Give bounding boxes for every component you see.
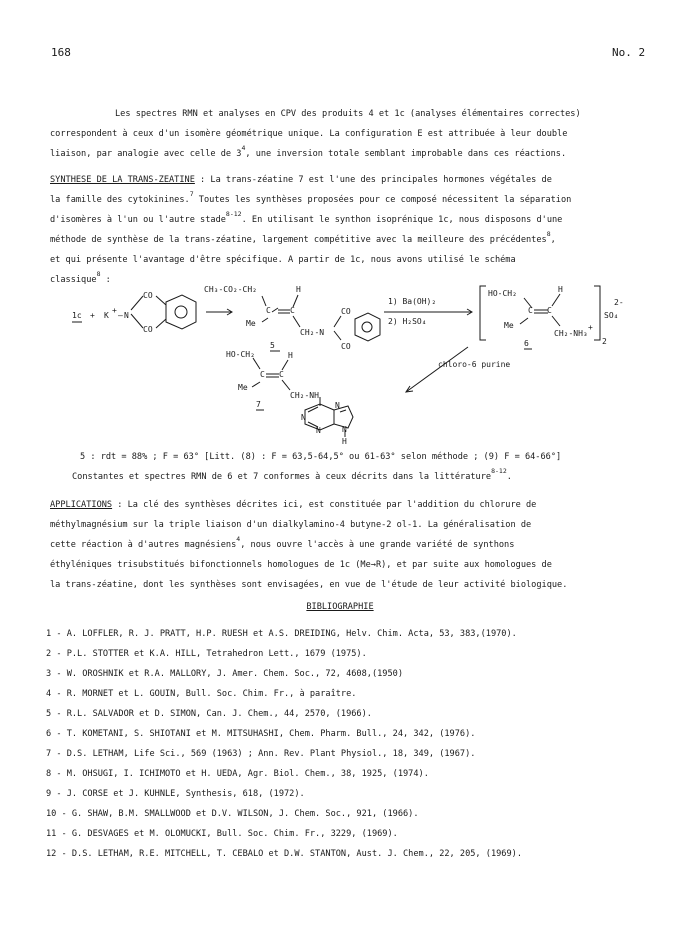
- double-bond: [340, 410, 346, 412]
- reference-item: 4 - R. MORNET et L. GOUIN, Bull. Soc. Chim. Fr., à paraître.: [46, 689, 357, 699]
- bond: [272, 308, 278, 312]
- reference-item: 2 - P.L. STOTTER et K.A. HILL, Tetrahedron Lett., 1679 (1975).: [46, 649, 367, 659]
- purine-nitrogen: N: [335, 401, 340, 410]
- aromatic-circle: [175, 306, 187, 318]
- methylene-nh: CH₂-NH: [290, 391, 319, 400]
- carbon: C: [266, 306, 271, 315]
- purine-hydrogen: H: [342, 437, 347, 446]
- purine-nitrogen: N: [301, 413, 306, 422]
- bracket-right: [594, 286, 600, 340]
- benzene-ring: [166, 295, 196, 329]
- superscript-plus: +: [588, 323, 593, 332]
- bond: [156, 319, 166, 328]
- hydroxymethyl: HO-CH₂: [488, 289, 517, 298]
- synthese-line-5: et qui présente l'avantage d'être spécifique. A partir de 1c, nous avons utilisé le schéma: [50, 255, 516, 265]
- nitrogen: N: [124, 311, 129, 320]
- bond: [262, 318, 268, 322]
- superscript: 8: [96, 270, 101, 278]
- paragraph-1-line-1: Les spectres RMN et analyses en CPV des produits 4 et 1c (analyses élémentaires correctes): [115, 109, 581, 119]
- text-run: Constantes et spectres RMN de 6 et 7 conformes à ceux décrits dans la littérature: [72, 472, 492, 482]
- reaction-scheme: [0, 0, 680, 450]
- carbon: C: [528, 306, 533, 315]
- applications-line-4: éthyléniques trisubstitués bifonctionnels homologues de 1c (Me→R), et par suite aux homologues de: [50, 560, 552, 570]
- methyl: Me: [504, 321, 514, 330]
- benzene-ring: [355, 313, 380, 341]
- applications-line-5: la trans-zéatine, dont les synthèses sont envisagées, en vue de l'étude de leur activité biologique.: [50, 580, 568, 590]
- reference-item: 8 - M. OHSUGI, I. ICHIMOTO et H. UEDA, Agr. Biol. Chem., 38, 1925, (1974).: [46, 769, 429, 779]
- bibliography-title: BIBLIOGRAPHIE: [306, 602, 374, 612]
- plus-sign: +: [90, 311, 95, 320]
- reference-item: 9 - J. CORSE et J. KUHNLE, Synthesis, 618, (1972).: [46, 789, 305, 799]
- section-heading-applications: APPLICATIONS: [50, 500, 113, 510]
- text-run: classique: [50, 275, 97, 285]
- carbonyl: CO: [341, 342, 351, 351]
- compound-label-1c: 1c: [72, 311, 82, 320]
- carbon: C: [547, 306, 552, 315]
- bibliography-title-wrap: [0, 603, 680, 613]
- bond: [334, 331, 341, 340]
- bond: [334, 316, 341, 327]
- bracket-left: [480, 286, 486, 340]
- minus: –: [118, 311, 123, 320]
- text-run: : La trans-zéatine 7 est l'une des principales hormones végétales de: [194, 175, 552, 185]
- compound-label-5: 5: [270, 341, 275, 350]
- text-run: la famille des cytokinines.: [50, 195, 190, 205]
- superscript-plus: +: [112, 306, 117, 315]
- reference-item: 5 - R.L. SALVADOR et D. SIMON, Can. J. Chem., 44, 2570, (1966).: [46, 709, 372, 719]
- text-run: Toutes les synthèses proposées pour ce composé nécessitent la séparation: [193, 195, 572, 205]
- paragraph-1-line-2: correspondent à ceux d'un isomère géométrique unique. La configuration E est attribuée à leur double: [50, 129, 568, 139]
- reference-item: 3 - W. OROSHNIK et R.A. MALLORY, J. Amer. Chem. Soc., 72, 4608,(1950): [46, 669, 403, 679]
- bond: [293, 316, 300, 327]
- text-run: :: [100, 275, 111, 285]
- reference-item: 11 - G. DESVAGES et M. OLOMUCKI, Bull. Soc. Chim. Fr., 3229, (1969).: [46, 829, 398, 839]
- text-run: : La clé des synthèses décrites ici, est constituée par l'addition du chlorure de: [112, 500, 537, 510]
- potassium: K: [104, 311, 109, 320]
- bond: [552, 294, 560, 306]
- bond: [131, 314, 143, 328]
- applications-line-3: [50, 535, 515, 551]
- bond: [156, 296, 166, 305]
- aromatic-circle: [362, 322, 372, 332]
- superscript: 8: [546, 230, 551, 238]
- superscript: 4: [241, 144, 246, 152]
- hydrogen: H: [296, 285, 301, 294]
- carbon: C: [290, 306, 295, 315]
- reagent-step-1: 1) Ba(OH)₂: [388, 297, 437, 306]
- applications-line-1: [50, 501, 536, 511]
- text-run: méthode de synthèse de la trans-zéatine, largement compétitive avec la meilleure des précédentes: [50, 235, 547, 245]
- text-run: , nous ouvre l'accès à une grande variété de synthons: [240, 540, 515, 550]
- purine-nitrogen: N: [342, 425, 347, 434]
- reaction-arrow: [406, 347, 468, 392]
- methyl: Me: [238, 383, 248, 392]
- reference-item: 6 - T. KOMETANI, S. SHIOTANI et M. MITSUHASHI, Chem. Pharm. Bull., 24, 342, (1976).: [46, 729, 476, 739]
- text-run: . En utilisant le synthon isoprénique 1c, nous disposons d'une: [241, 215, 563, 225]
- bond: [252, 382, 260, 387]
- reference-item: 12 - D.S. LETHAM, R.E. MITCHELL, T. CEBALO et D.W. STANTON, Aust. J. Chem., 22, 205, (1969).: [46, 849, 522, 859]
- results-line-1: 5 : rdt = 88% ; F = 63° [Litt. (8) : F = 63,5-64,5° ou 61-63° selon méthode ; (9) F = 64-66°]: [80, 452, 562, 462]
- text-run: cette réaction à d'autres magnésiens: [50, 540, 237, 550]
- bond: [282, 380, 290, 390]
- superscript: 8-12: [225, 210, 242, 218]
- bond: [520, 318, 528, 324]
- page-number: 168: [51, 46, 71, 59]
- hydrogen: H: [558, 285, 563, 294]
- subscript-2: 2: [602, 337, 607, 346]
- reference-item: 7 - D.S. LETHAM, Life Sci., 569 (1963) ; Ann. Rev. Plant Physiol., 18, 349, (1967).: [46, 749, 476, 759]
- section-heading-synthese: SYNTHESE DE LA TRANS-ZEATINE: [50, 175, 195, 185]
- carbonyl: CO: [341, 307, 351, 316]
- text-run: , une inversion totale semblant improbable dans ces réactions.: [245, 149, 567, 159]
- carbonyl: CO: [143, 325, 153, 334]
- hydroxymethyl: HO-CH₂: [226, 350, 255, 359]
- results-line-2: [72, 467, 512, 483]
- compound-label-6: 6: [524, 339, 529, 348]
- reference-item: 10 - G. SHAW, B.M. SMALLWOOD et D.V. WILSON, J. Chem. Soc., 921, (1966).: [46, 809, 419, 819]
- hydrogen: H: [288, 351, 293, 360]
- reagent-step-2: 2) H₂SO₄: [388, 317, 427, 326]
- bond: [552, 316, 560, 326]
- carbon: C: [260, 370, 265, 379]
- text-run: ,: [550, 235, 556, 245]
- issue-number: No. 2: [612, 46, 646, 59]
- carbonyl: CO: [143, 291, 153, 300]
- applications-line-2: méthylmagnésium sur la triple liaison d'un dialkylamino-4 butyne-2 ol-1. La généralisation de: [50, 520, 532, 530]
- bond: [262, 296, 266, 306]
- text-run: d'isomères à l'un ou l'autre stade: [50, 215, 226, 225]
- bond: [131, 296, 143, 310]
- reagent-chloro-purine: chloro-6 purine: [438, 360, 511, 369]
- charge: 2-: [614, 298, 624, 307]
- reference-item: 1 - A. LOFFLER, R. J. PRATT, H.P. RUESH et A.S. DREIDING, Helv. Chim. Acta, 53, 383,(1970).: [46, 629, 517, 639]
- compound-label-7: 7: [256, 400, 261, 409]
- sulfate: SO₄: [604, 311, 619, 320]
- carbon: C: [279, 370, 284, 379]
- bond: [282, 360, 288, 370]
- superscript: 8-12: [491, 467, 507, 475]
- superscript: 4: [236, 535, 241, 543]
- superscript: 7: [189, 190, 194, 198]
- text-run: liaison, par analogie avec celle de 3: [50, 149, 242, 159]
- purine-nitrogen: N: [316, 426, 321, 435]
- ammonium-methyl: CH₂-NH₃: [554, 329, 588, 338]
- acetoxymethyl: CH₃-CO₂-CH₂: [204, 285, 257, 294]
- methyl: Me: [246, 319, 256, 328]
- methylene-nitrogen: CH₂-N: [300, 328, 325, 337]
- text-run: .: [506, 472, 512, 482]
- bond: [253, 358, 260, 369]
